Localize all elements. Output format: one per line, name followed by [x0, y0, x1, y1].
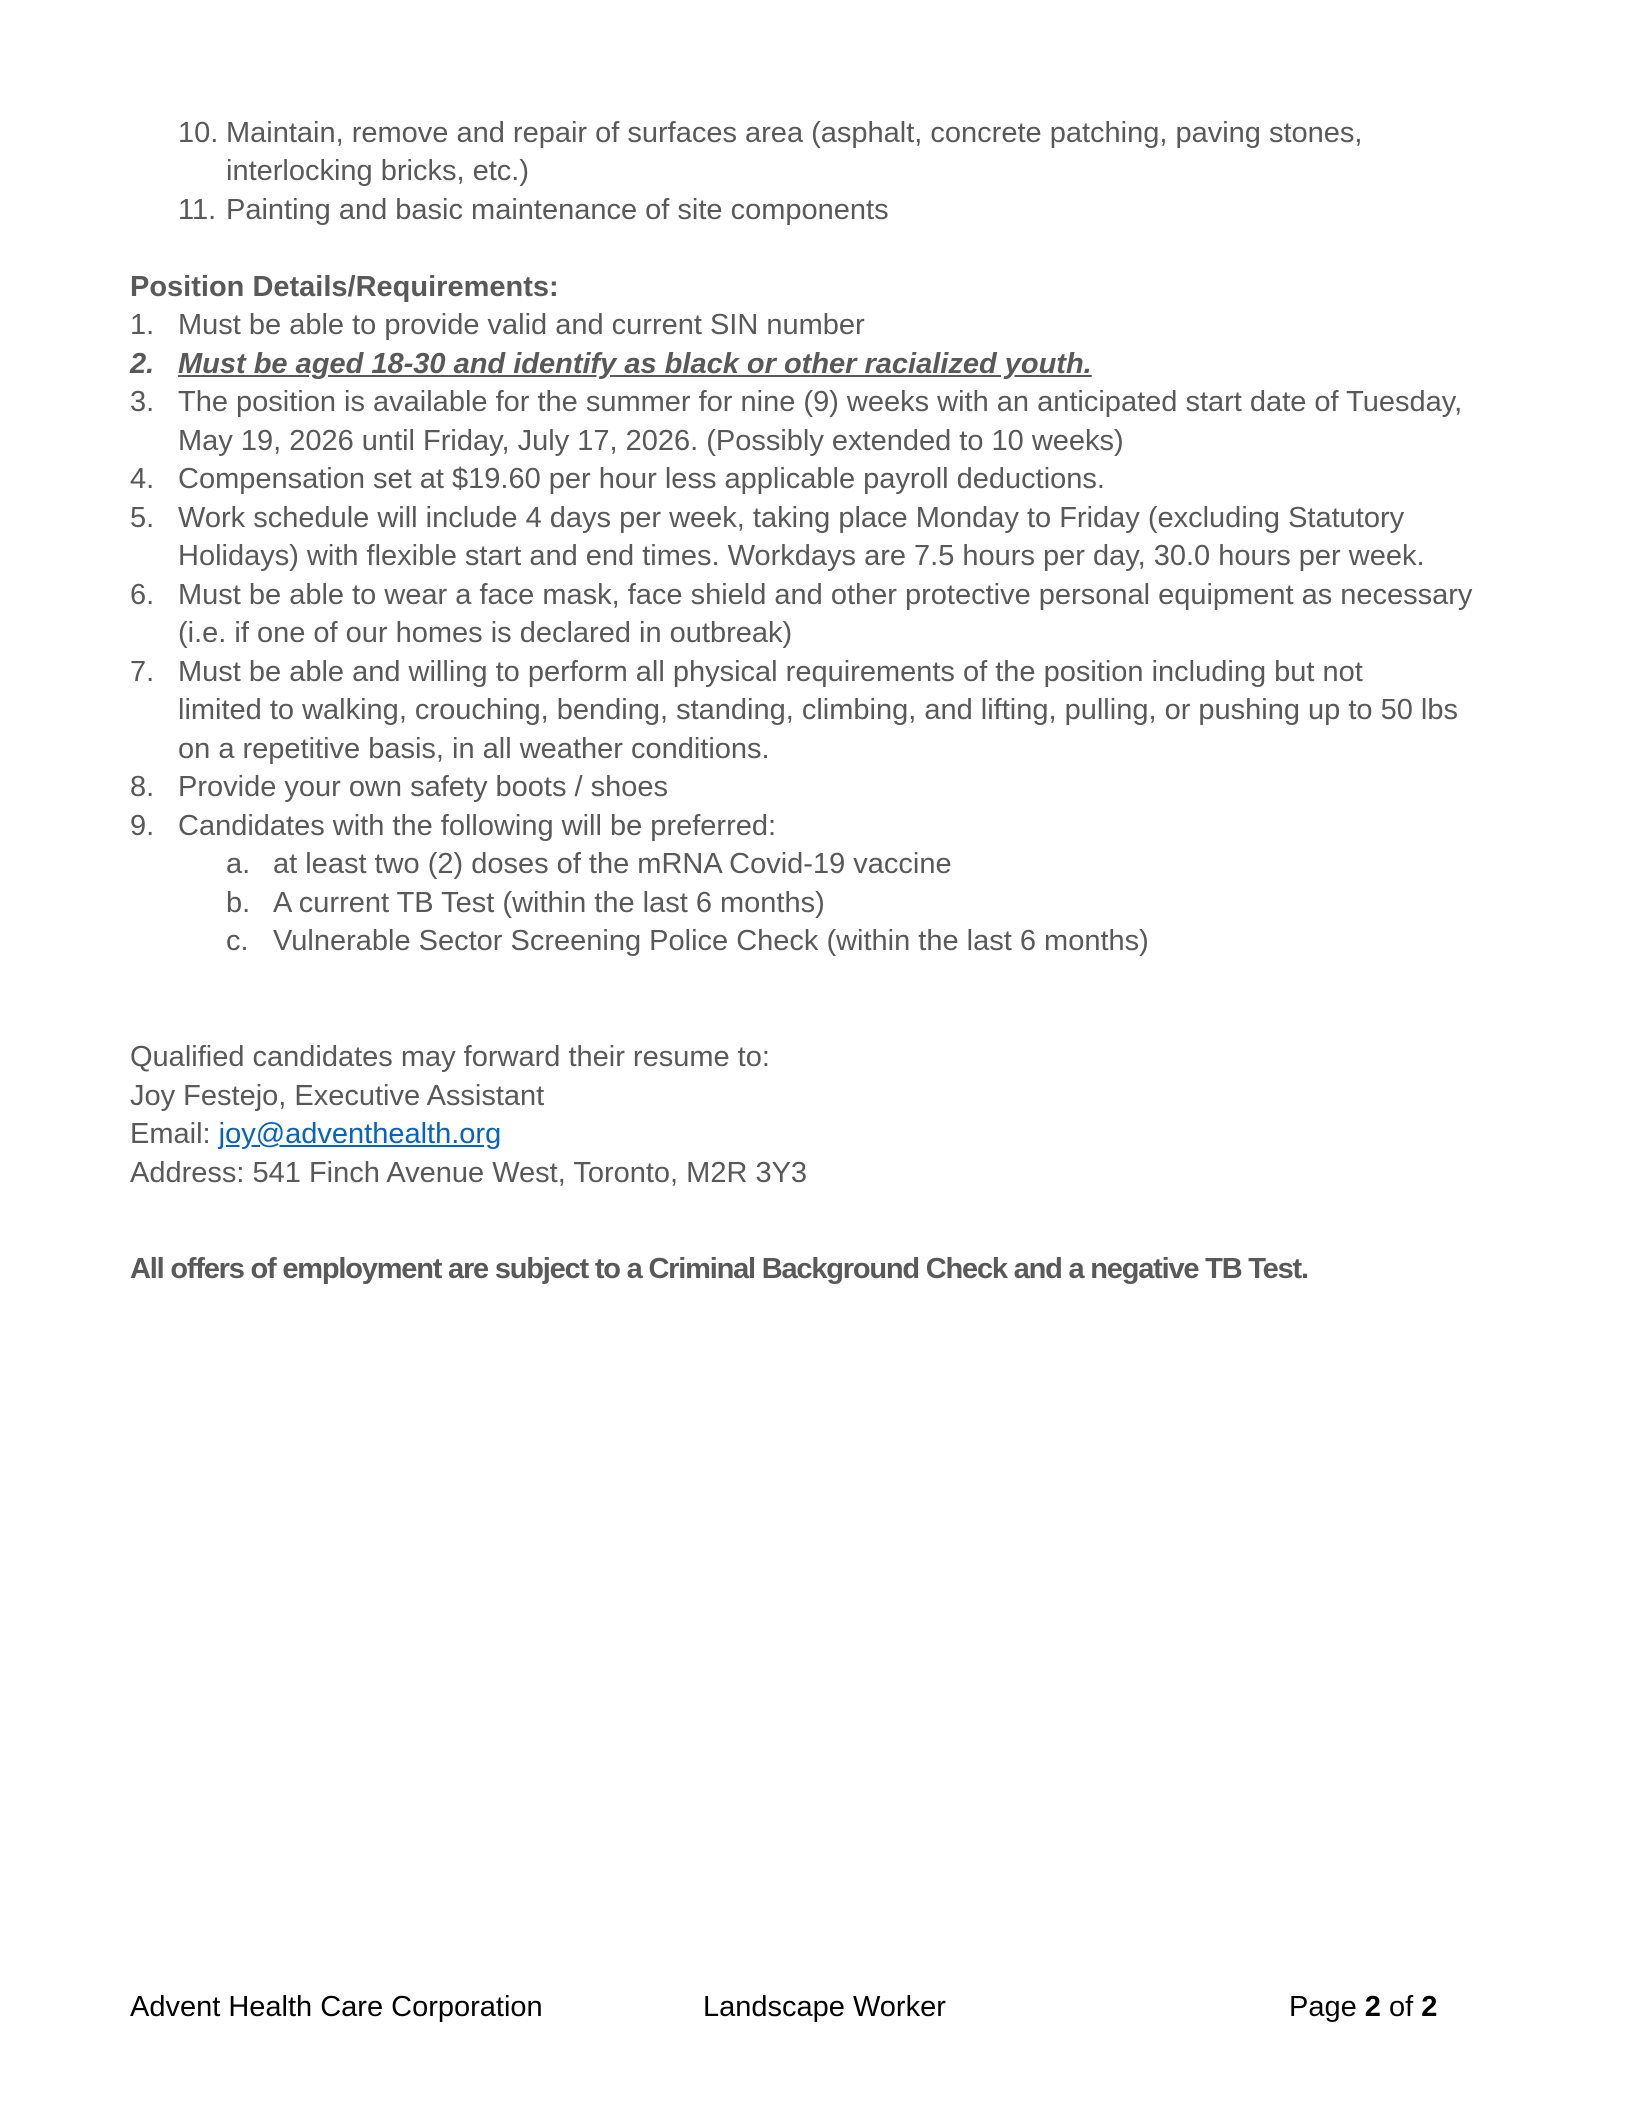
list-number: 4.: [130, 463, 155, 495]
list-number: 3.: [130, 386, 155, 418]
list-item-text: May 19, 2026 until Friday, July 17, 2026. (Possibly extended to 10 weeks): [178, 425, 1124, 457]
list-number: 5.: [130, 502, 155, 534]
list-item-text-emphasized: Must be aged 18-30 and identify as black or other racialized youth.: [178, 348, 1092, 380]
list-number: 2.: [130, 348, 155, 380]
section-heading: Position Details/Requirements:: [130, 271, 559, 303]
sub-list-letter: a.: [226, 848, 251, 880]
list-item-text: limited to walking, crouching, bending, standing, climbing, and lifting, pulling, or pushing up to 50 lbs: [178, 694, 1458, 726]
list-number: 8.: [130, 771, 155, 803]
page-prefix: Page: [1289, 1991, 1365, 2023]
list-item-text: on a repetitive basis, in all weather conditions.: [178, 733, 770, 765]
list-item-text: (i.e. if one of our homes is declared in outbreak): [178, 617, 793, 649]
list-number: 10.: [178, 117, 219, 149]
email-label: Email:: [130, 1118, 219, 1150]
list-number: 9.: [130, 810, 155, 842]
list-item-text: Must be able and willing to perform all physical requirements of the position including but not: [178, 656, 1363, 688]
list-item-text: Candidates with the following will be preferred:: [178, 810, 777, 842]
list-number: 1.: [130, 309, 155, 341]
list-item-text: Painting and basic maintenance of site components: [226, 194, 889, 226]
list-number: 7.: [130, 656, 155, 688]
page-current: 2: [1364, 1991, 1381, 2023]
sub-list-item-text: Vulnerable Sector Screening Police Check (within the last 6 months): [273, 925, 1149, 957]
list-item-text: Compensation set at $19.60 per hour less applicable payroll deductions.: [178, 463, 1105, 495]
list-item-text: interlocking bricks, etc.): [226, 155, 529, 187]
list-item-text: Work schedule will include 4 days per week, taking place Monday to Friday (excluding Statutory: [178, 502, 1405, 534]
list-item-text: The position is available for the summer for nine (9) weeks with an anticipated start date of Tuesday,: [178, 386, 1463, 418]
footer-position: Landscape Worker: [703, 1991, 946, 2023]
contact-address: Address: 541 Finch Avenue West, Toronto, M2R 3Y3: [130, 1157, 808, 1189]
contact-intro: Qualified candidates may forward their resume to:: [130, 1041, 770, 1073]
contact-email-line: [130, 1115, 501, 1153]
list-number: 6.: [130, 579, 155, 611]
sub-list-item-text: at least two (2) doses of the mRNA Covid-19 vaccine: [273, 848, 952, 880]
footer-page-number: [1289, 1988, 1437, 2026]
page-of: of: [1380, 1991, 1422, 2023]
contact-name: Joy Festejo, Executive Assistant: [130, 1080, 545, 1112]
sub-list-item-text: A current TB Test (within the last 6 months): [273, 887, 825, 919]
list-item-text: Provide your own safety boots / shoes: [178, 771, 669, 803]
list-item-text: Maintain, remove and repair of surfaces area (asphalt, concrete patching, paving stones,: [226, 117, 1363, 149]
sub-list-letter: b.: [226, 887, 251, 919]
employment-notice: All offers of employment are subject to a Criminal Background Check and a negative TB Test.: [130, 1253, 1308, 1285]
list-item-text: Must be able to wear a face mask, face shield and other protective personal equipment as necessary: [178, 579, 1473, 611]
list-item-text: Must be able to provide valid and current SIN number: [178, 309, 865, 341]
sub-list-letter: c.: [226, 925, 249, 957]
list-number: 11.: [178, 194, 217, 226]
page-total: 2: [1421, 1991, 1438, 2023]
email-link[interactable]: joy@adventhealth.org: [218, 1118, 502, 1150]
footer-company: Advent Health Care Corporation: [130, 1991, 543, 2023]
list-item-text: Holidays) with flexible start and end times. Workdays are 7.5 hours per day, 30.0 hours per week.: [178, 540, 1425, 572]
